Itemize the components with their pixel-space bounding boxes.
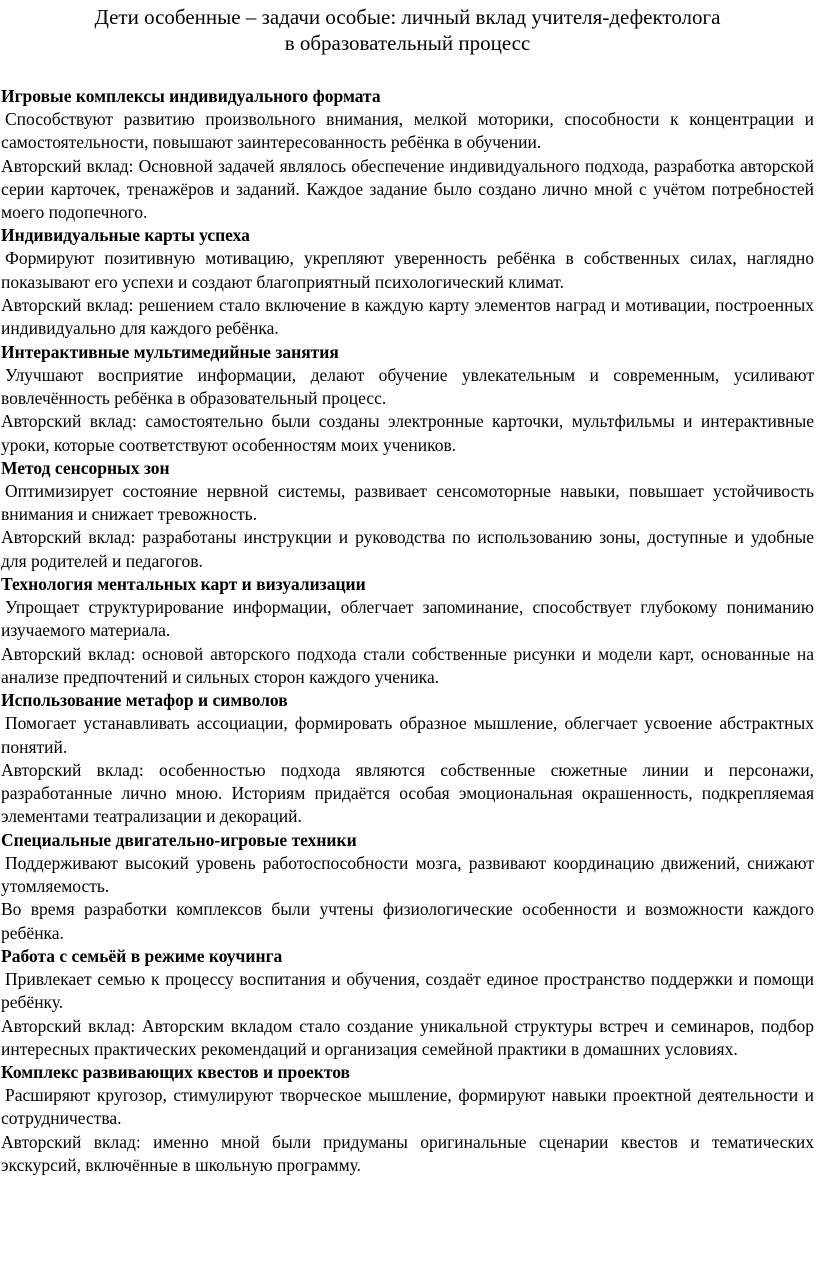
section-heading: Технология ментальных карт и визуализации — [1, 574, 366, 595]
title-line-2: в образовательный процесс — [284, 31, 531, 55]
section-effect: Улучшают восприятие информации, делают обучение увлекательным и современным, усиливают вовлечённость ребёнка в образовательный процесс. — [1, 364, 814, 408]
section-multimedia-lessons — [1, 341, 814, 457]
section-effect: Оптимизирует состояние нервной системы, развивает сенсомоторные навыки, повышает устойчивость внимания и снижает тревожность. — [1, 480, 814, 525]
section-contribution: Авторский вклад: особенностью подхода являются собственные сюжетные линии и персонажи, разработанные лично мною. Историям придаётся особая эмоциональная окрашенность, подкрепляемая элементами театрализации и декораций. — [1, 759, 814, 827]
section-heading: Специальные двигательно-игровые техники — [1, 829, 357, 850]
title-line-1: Дети особенные – задачи особые: личный вклад учителя-дефектолога — [94, 5, 721, 29]
section-heading: Интерактивные мультимедийные занятия — [1, 341, 339, 362]
section-contribution: Авторский вклад: решением стало включение в каждую карту элементов наград и мотивации, построенных индивидуально для каждого ребёнка. — [1, 295, 814, 339]
section-family-coaching — [1, 945, 814, 1061]
section-effect: Помогает устанавливать ассоциации, формировать образное мышление, облегчает усвоение абстрактных понятий. — [1, 713, 814, 757]
section-effect: Поддерживают высокий уровень работоспособности мозга, развивают координацию движений, снижают утомляемость. — [1, 852, 814, 897]
section-contribution: Авторский вклад: разработаны инструкции и руководства по использованию зоны, доступные и удобные для родителей и педагогов. — [1, 527, 814, 571]
section-metaphors-symbols — [1, 689, 814, 828]
section-heading: Метод сенсорных зон — [1, 457, 170, 478]
section-motor-game-techniques — [1, 829, 814, 945]
section-effect: Расширяют кругозор, стимулируют творческое мышление, формируют навыки проектной деятельности и сотрудничества. — [1, 1085, 814, 1129]
section-contribution: Авторский вклад: Авторским вкладом стало создание уникальной структуры встреч и семинаров, подбор интересных практических рекомендаций и организация семейной практики в домашних условиях. — [1, 1015, 814, 1059]
section-effect: Способствуют развитию произвольного внимания, мелкой моторики, способности к концентрации и самостоятельности, повышают заинтересованность ребёнка в обучении. — [1, 109, 814, 153]
section-contribution: Авторский вклад: именно мной были придуманы оригинальные сценарии квестов и тематических экскурсий, включённые в школьную программу. — [1, 1131, 814, 1175]
section-contribution: Авторский вклад: основой авторского подхода стали собственные рисунки и модели карт, основанные на анализе предпочтений и сильных сторон каждого ученика. — [1, 643, 814, 687]
section-mind-maps — [1, 573, 814, 689]
document-title — [1, 4, 814, 56]
section-contribution: Во время разработки комплексов были учтены физиологические особенности и возможности каждого ребёнка. — [1, 899, 814, 943]
section-game-complexes — [1, 85, 814, 224]
section-effect: Упрощает структурирование информации, облегчает запоминание, способствует глубокому пониманию изучаемого материала. — [1, 597, 814, 641]
section-effect: Привлекает семью к процессу воспитания и обучения, создаёт единое пространство поддержки и помощи ребёнку. — [1, 968, 814, 1013]
section-heading: Использование метафор и символов — [1, 690, 288, 711]
section-sensory-zones — [1, 457, 814, 573]
section-heading: Работа с семьёй в режиме коучинга — [1, 945, 283, 966]
section-contribution: Авторский вклад: Основной задачей являлось обеспечение индивидуального подхода, разработка авторской серии карточек, тренажёров и заданий. Каждое задание было создано лично мной с учётом потребностей моего подопечного. — [1, 155, 814, 223]
section-heading: Игровые комплексы индивидуального формата — [1, 86, 381, 106]
section-quests-projects — [1, 1061, 814, 1177]
section-contribution: Авторский вклад: самостоятельно были созданы электронные карточки, мультфильмы и интерактивные уроки, которые соответствуют особенностям моих учеников. — [1, 411, 814, 455]
section-heading: Индивидуальные карты успеха — [1, 225, 250, 246]
section-heading: Комплекс развивающих квестов и проектов — [1, 1062, 351, 1083]
section-effect: Формируют позитивную мотивацию, укрепляют уверенность ребёнка в собственных силах, наглядно показывают его успехи и создают благоприятный психологический климат. — [1, 248, 814, 292]
section-success-cards — [1, 224, 814, 340]
